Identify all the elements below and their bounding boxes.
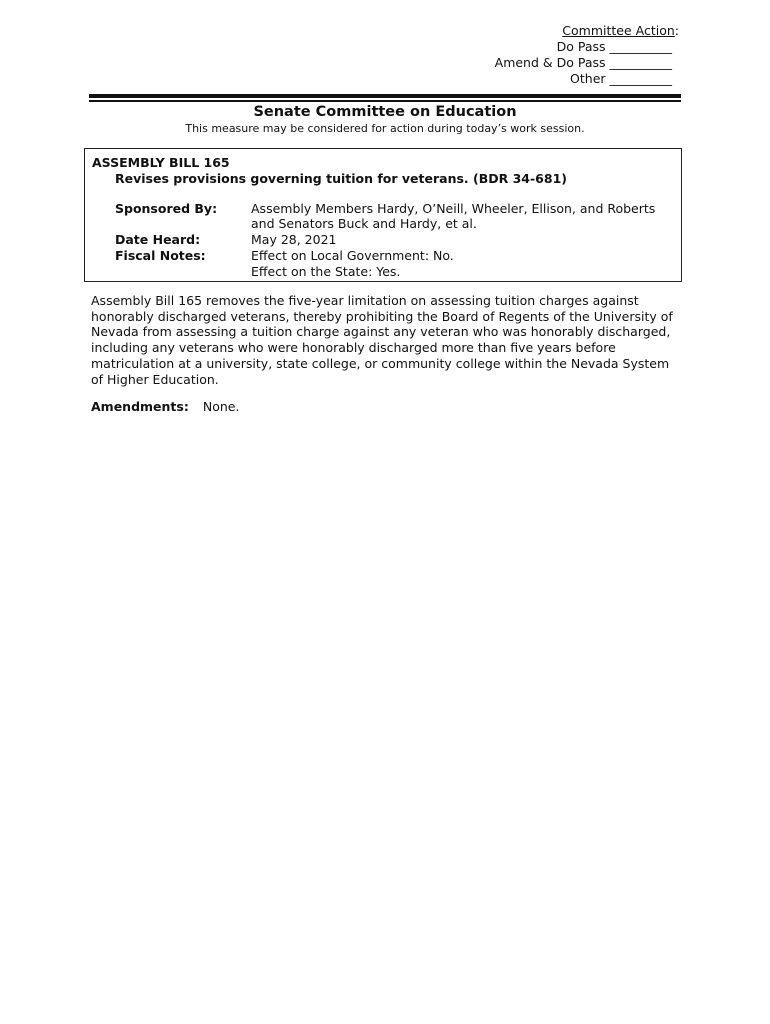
header-divider-thin	[89, 100, 681, 102]
committee-action-colon: :	[674, 23, 679, 38]
amendments-label: Amendments:	[91, 399, 189, 414]
amendments-value: None.	[202, 399, 240, 414]
fiscal-note-local: Effect on Local Government: No.	[251, 248, 454, 263]
bill-description: Assembly Bill 165 removes the five-year limitation on assessing tuition charges against honorably discharged veterans, thereby prohibiting the Board of Regents of the University of Nevada from assessing a tuition charge against any veteran who was honorably discharged, including any veterans who were honorably discharged more than five years before matriculation at a university, state college, or community college within the Nevada System of Higher Education.	[91, 293, 673, 387]
sponsored-by-value-line1: Assembly Members Hardy, O’Neill, Wheeler, Ellison, and Roberts	[251, 201, 656, 216]
bill-summary: Revises provisions governing tuition for veterans. (BDR 34-681)	[115, 171, 567, 186]
sponsored-by-label: Sponsored By:	[115, 201, 218, 216]
committee-title: Senate Committee on Education	[253, 104, 517, 120]
fiscal-notes-label: Fiscal Notes:	[115, 248, 206, 263]
do-pass-line: Do Pass __________	[556, 39, 672, 54]
amend-do-pass-line: Amend & Do Pass __________	[494, 55, 672, 70]
other-line: Other __________	[570, 71, 672, 86]
bill-number: ASSEMBLY BILL 165	[92, 155, 230, 170]
committee-action-block	[495, 23, 679, 87]
bill-info-box	[84, 148, 682, 282]
date-heard-label: Date Heard:	[115, 232, 201, 247]
header-divider-thick	[89, 94, 681, 98]
committee-action-heading	[495, 23, 679, 39]
date-heard-value: May 28, 2021	[251, 232, 337, 247]
amendments-row	[91, 399, 239, 414]
committee-action-title: Committee Action	[562, 23, 675, 38]
committee-subtitle: This measure may be considered for action during today’s work session.	[185, 122, 585, 135]
sponsored-by-value-line2: and Senators Buck and Hardy, et al.	[251, 216, 477, 231]
header-divider	[89, 94, 681, 102]
fiscal-note-state: Effect on the State: Yes.	[251, 264, 401, 279]
